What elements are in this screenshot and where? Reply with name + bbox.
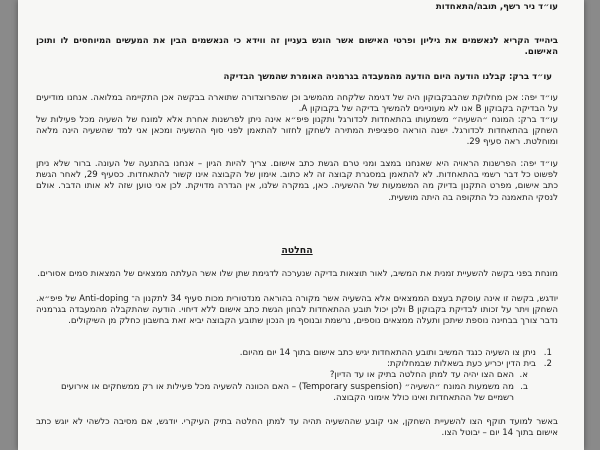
intro-paragraph: ביהייד הקריא לנאשמים את גיליון ופרטי האישום אשר הוגש בעניין זה ווידא כי הנאשמים הבין את המעשים המיוחסים לו ותוכן האישום. [36, 36, 558, 58]
decision-paragraph-1: מונחת בפני בקשה להשעיית זמנית את המשיב, לאור תוצאות בדיקה שנערכה לדגימת שתן שלו אשר העלתה ממצאים של המצאות סמים אסורים. [37, 269, 558, 279]
decision-list-item [36, 348, 558, 359]
decision-list [36, 348, 558, 404]
decision-sublist-item [36, 382, 558, 404]
list-number: ב. [520, 381, 528, 392]
list-text: האם הצו יהיה עד למתן החלטה בתיק או עד הדיון? [329, 370, 514, 381]
closing-paragraph: באשר למועד תוקף הצו להשעיית השחקן, אני קובע שההשעיה תהיה עד למתן החלטה בתיק העיקרי. יודגש, אם מסיבה כלשהי לא יוגש כתב אישום בתוך 14 יום – יבוטל הצו. [36, 417, 558, 439]
decision-title: החלטה [281, 245, 313, 256]
list-text: מה משמעות המונח ״השעיה״ (Temporary suspension) – האם הכוונה להשעיה מכל פעילות או רק ממשחקים או אירועים רשמיים של ההתאחדות ואינו כולל אימוני הקבוצה. [61, 381, 514, 403]
attorney-brk-statement-2: עו״ד ברק: המונח ״השעיה״ משמעותו בהתאחדות לכדורגל ותקנון פיפ״א אינה ניתן לפרשנות אחרת אלא למונח של השעיה מכל פעילות של השחקן בהתאחדות לכדורגל. ישנה הוראה ספציפית המתירה לשחקן לחזור להתאמן לפני סוף ההשעיה ומכאן אני למד שהשעיה הינה מלאה ומוחלטת. ראה סעיף 29. [36, 115, 558, 148]
list-number: א. [519, 370, 528, 381]
attorney-yafa-statement-2: עו״ד יפה: הפרשנות הראויה היא שאנחנו במצב ומני טרם הגשת כתב אישום. צריך להיות הגיון – אנחנו בהתנעה של העונה. ברור שלא ניתן לפשוט כל דבר רשמי בהתאחדות. לא להתאמן במסגרת קבוצה זה לא כתוב. אימון של הקבוצה אינו קשור להתאחדות. כסעיף 29, לאחר הגשת כתב אישום, מפרט התקנון בדיוק מה המשמעות של ההשעיה. כאן, במקרה שלנו, אין הגדרה מדויקת. לכן אני טוען שזה לא אותו הדבר. אולם לנסקי התאמנה כל התקופה בה היתה מושעית. [36, 159, 559, 203]
attorney-yafa-statement-1: עו״ד יפה: אכן מחלוקת שהבבקבוקון היה של דגימה שלקחה מהמשיב וכן שהפרוצדורה שתוארה בבקשה אכן התקיימה במלואה. אנחנו מודיעים על הבדיקה בקבוקון B אנו לא מעוניינים להמשיך בדיקה של בקבוקון A. [36, 93, 558, 115]
decision-paragraph-2: יודגש, בקשה זו אינה עוסקת בעצם הממצאים אלא בהשעיה אשר מקורה בהוראה מנדטורית מכות סעיף 34 לתקנון ה־ Anti-doping של פיפ״א. השחקן ויתר על זכותו לבדיקת בקבוקון B ולכן יכול תובע ההתאחדות לבחון הגשת כתב אישום ללא דיחוי. הודעה שהתקבלה מהמעבדה בגרמניה נדבר צורך בבחינה נוספת שיתכן ותעלה ממצאים נוספים, נרשמת ובנוסף מן הנכון שתובע הקבוצה יביא זאת בחשבון כחלק מן השיקולים. [36, 294, 558, 327]
list-number: 2. [543, 359, 552, 370]
decision-sublist-item [36, 370, 558, 381]
attorney-brk-statement-1: עו״ד ברק: קבלנו הודעה היום הודעה מהמעבדה בגרמניה האומרת שהמשך הבדיקה [223, 72, 552, 82]
header-line: עו״ד ניר רשף, תובה/התאחדות [435, 2, 558, 12]
list-text: ניתן צו השעיה כנגד המשיב ותובע ההתאחדות יגיש כתב אישום בתוך 14 יום מהיום. [239, 348, 536, 358]
decision-list-item [36, 359, 558, 370]
document-page [18, 0, 584, 450]
list-text: בית הדין יכריע כעת בשאלות שבמחלוקת: [386, 359, 536, 370]
list-number: 1. [543, 348, 552, 358]
